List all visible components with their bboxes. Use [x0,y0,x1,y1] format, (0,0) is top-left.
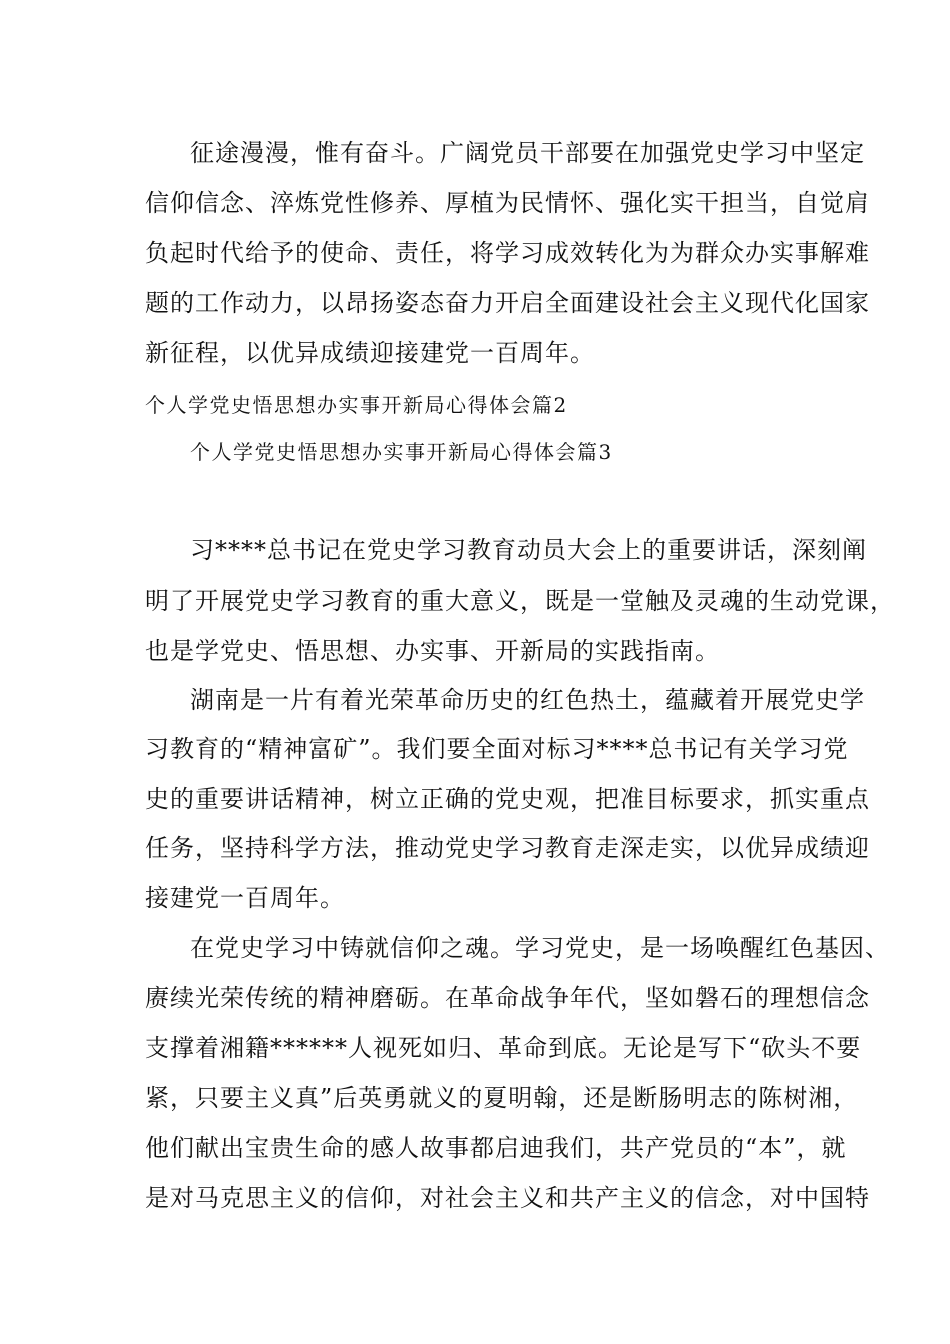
paragraph-line: 接建党一百周年。 [145,884,345,912]
paragraph-line: 在党史学习中铸就信仰之魂。学习党史，是一场唤醒红色基因、 [190,934,890,962]
paragraph-line: 明了开展党史学习教育的重大意义，既是一堂触及灵魂的生动党课， [145,587,895,615]
section-heading: 个人学党史悟思想办实事开新局心得体会篇2 [145,393,568,417]
paragraph-line: 赓续光荣传统的精神磨砺。在革命战争年代，坚如磐石的理想信念 [145,984,870,1012]
paragraph-line: 习****总书记在党史学习教育动员大会上的重要讲话，深刻阐 [190,536,867,564]
paragraph-line: 紧，只要主义真”后英勇就义的夏明翰，还是断肠明志的陈树湘， [145,1084,859,1112]
paragraph-line: 任务，坚持科学方法，推动党史学习教育走深走实，以优异成绩迎 [145,834,870,862]
paragraph-line: 新征程，以优异成绩迎接建党一百周年。 [145,339,595,367]
paragraph-line: 题的工作动力，以昂扬姿态奋力开启全面建设社会主义现代化国家 [145,289,870,317]
paragraph-line: 征途漫漫，惟有奋斗。广阔党员干部要在加强党史学习中坚定 [190,139,865,167]
paragraph-line: 负起时代给予的使命、责任，将学习成效转化为为群众办实事解难 [145,239,870,267]
paragraph-line: 史的重要讲话精神，树立正确的党史观，把准目标要求，抓实重点 [145,785,870,813]
paragraph-line: 是对马克思主义的信仰，对社会主义和共产主义的信念，对中国特 [145,1184,870,1212]
paragraph-line: 习教育的“精神富矿”。我们要全面对标习****总书记有关学习党 [145,735,849,763]
paragraph-line: 支撑着湘籍******人视死如归、革命到底。无论是写下“砍头不要 [145,1034,862,1062]
paragraph-line: 信仰信念、淬炼党性修养、厚植为民情怀、强化实干担当，自觉肩 [145,189,870,217]
section-heading: 个人学党史悟思想办实事开新局心得体会篇3 [190,440,613,464]
paragraph-line: 也是学党史、悟思想、办实事、开新局的实践指南。 [145,637,720,665]
paragraph-line: 他们献出宝贵生命的感人故事都启迪我们，共产党员的“本”，就 [145,1134,847,1162]
paragraph-line: 湖南是一片有着光荣革命历史的红色热土，蕴藏着开展党史学 [190,686,865,714]
